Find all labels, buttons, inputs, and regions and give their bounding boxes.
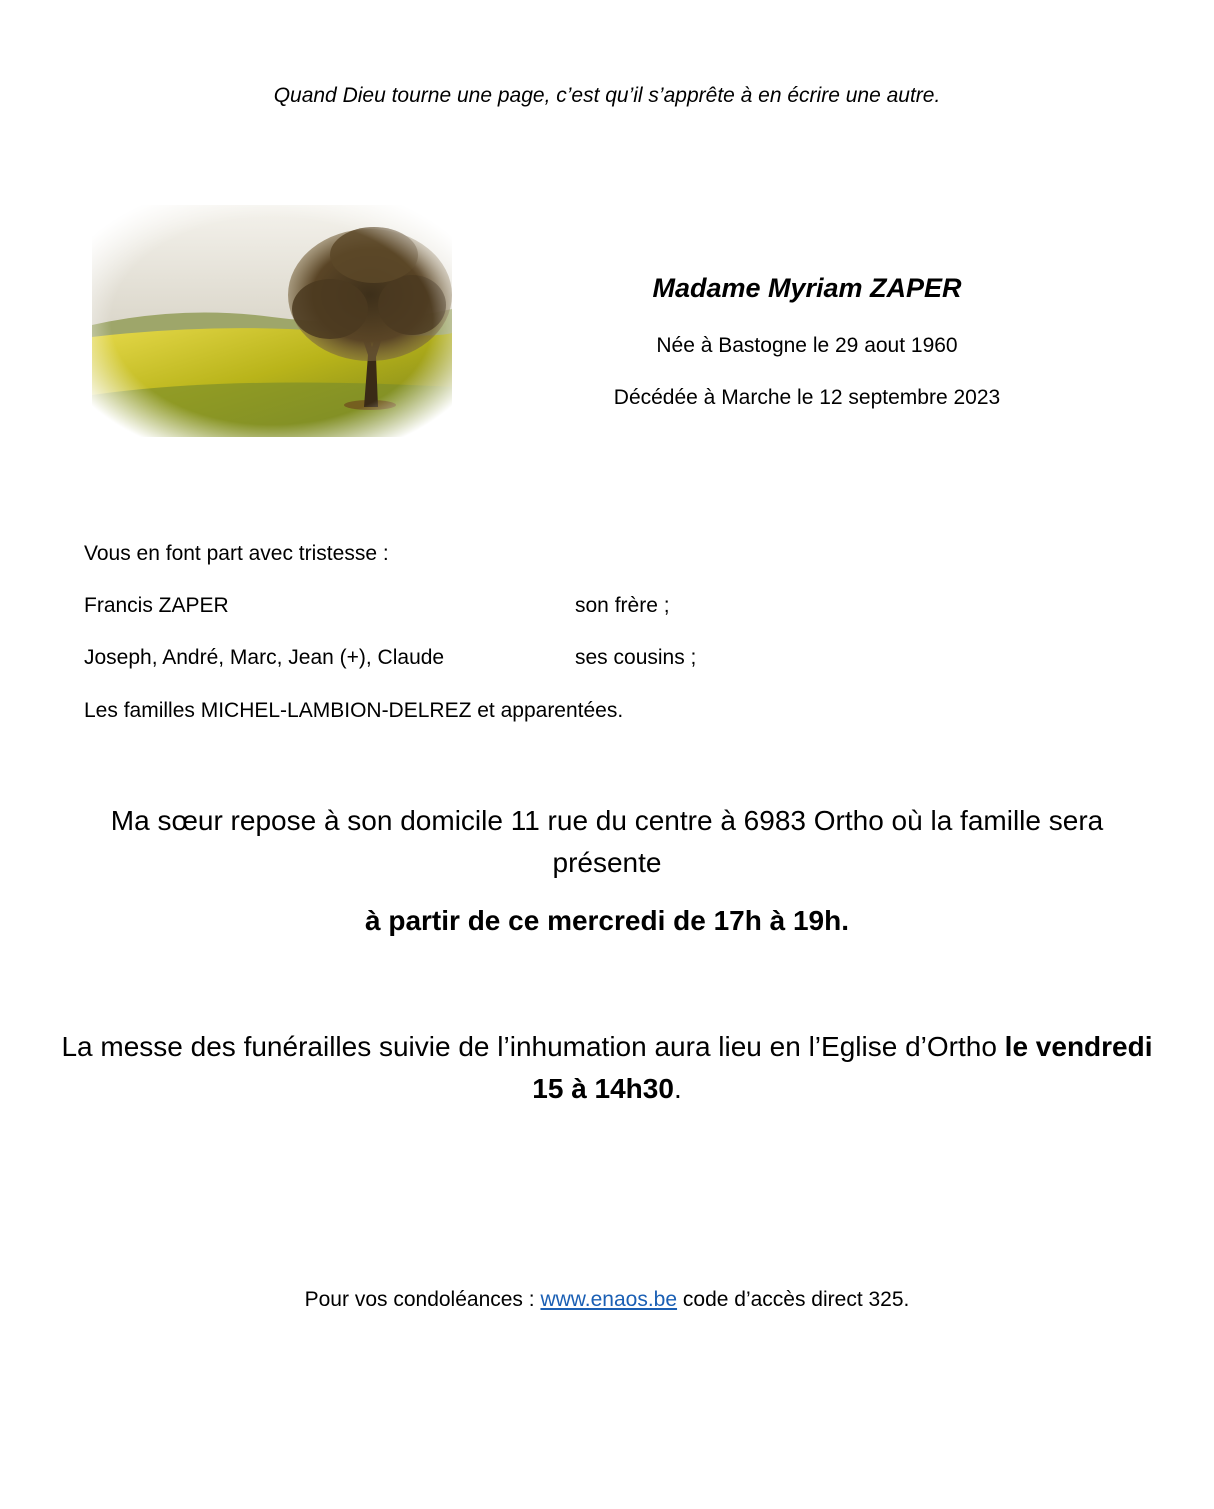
visitation-text: Ma sœur repose à son domicile 11 rue du centre à 6983 Ortho où la famille sera présente xyxy=(110,805,1104,878)
quote: Quand Dieu tourne une page, c’est qu’il s’apprête à en écrire une autre. xyxy=(273,84,941,107)
deceased-name: Madame Myriam ZAPER xyxy=(652,273,962,303)
funeral-date: le vendredi 15 à 14h30 xyxy=(532,1031,1153,1104)
condolences-link[interactable]: www.enaos.be xyxy=(540,1288,678,1311)
announcement-intro: Vous en font part avec tristesse : xyxy=(84,542,389,565)
family-member-name: Joseph, André, Marc, Jean (+), Claude xyxy=(84,646,445,669)
condolences-line xyxy=(0,1288,1214,1312)
families-line: Les familles MICHEL-LAMBION-DELREZ et apparentées. xyxy=(84,699,624,722)
tree-landscape-image xyxy=(92,205,452,437)
funeral-text-main: La messe des funérailles suivie de l’inhumation aura lieu en l’Eglise d’Ortho xyxy=(61,1031,997,1062)
condolences-prefix: Pour vos condoléances : xyxy=(304,1288,535,1311)
birth-info: Née à Bastogne le 29 aout 1960 xyxy=(656,334,958,357)
condolences-suffix: code d’accès direct 325. xyxy=(682,1288,910,1311)
death-info: Décédée à Marche le 12 septembre 2023 xyxy=(613,386,1001,409)
visitation-hours: à partir de ce mercredi de 17h à 19h. xyxy=(364,905,849,936)
family-member-name: Francis ZAPER xyxy=(84,594,229,617)
funeral-text-end: . xyxy=(673,1073,682,1104)
family-member-relation: son frère ; xyxy=(575,594,670,617)
funeral-text xyxy=(60,1026,1154,1110)
family-member-relation: ses cousins ; xyxy=(575,646,697,669)
